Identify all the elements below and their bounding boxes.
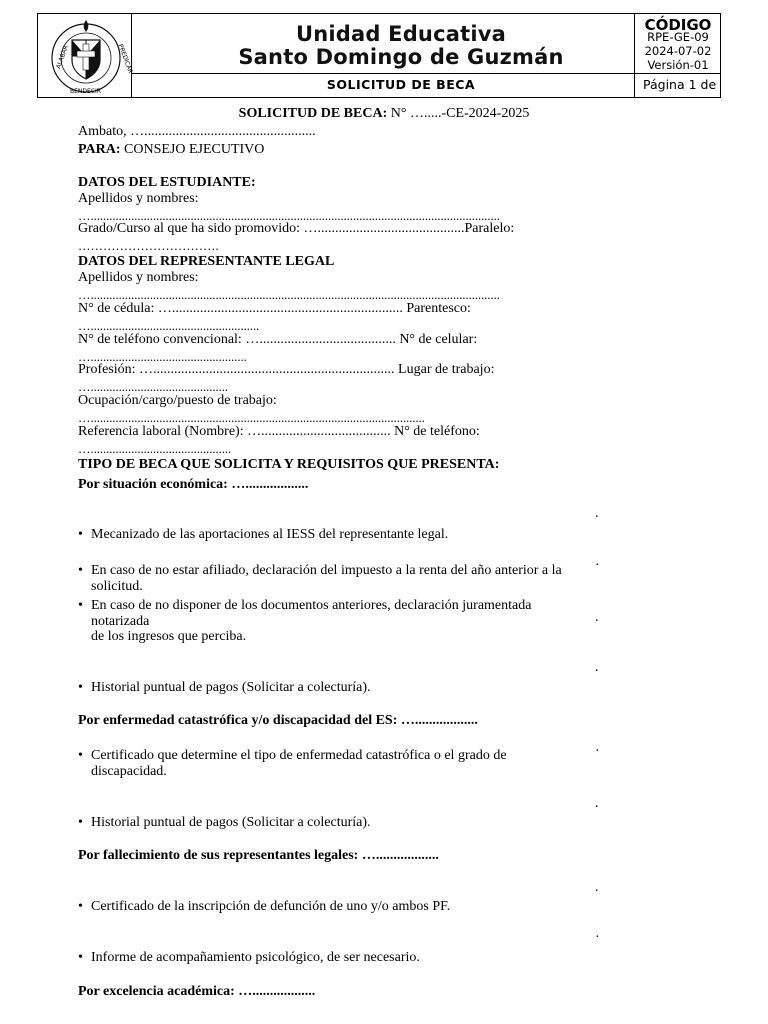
doc-date: 2024-07-02 [644, 44, 712, 58]
page-number: Página 1 de [643, 77, 717, 92]
doc-version: Versión-01 [647, 58, 709, 72]
phone-field[interactable]: ….................................................. [78, 350, 247, 364]
bullet: • [78, 563, 83, 578]
grade-line: Grado/Curso al que ha sido promovido: …..........................................Paralelo: [78, 221, 515, 236]
bullet: • [78, 815, 83, 830]
to-label: PARA: [78, 142, 121, 157]
scholarship-section-heading: TIPO DE BECA QUE SOLICITA Y REQUISITOS QUE PRESENTA: [78, 457, 500, 472]
id-line: N° de cédula: ….................................................................. Parentesco: [78, 301, 471, 316]
item-text: Historial puntual de pagos (Solicitar a colecturía). [91, 680, 371, 695]
item-text: En caso de no estar afiliado, declaración del impuesto a la renta del año anterior a la solicitud. [91, 563, 562, 594]
list-item [78, 680, 598, 696]
student-names-label: Apellidos y nombres: [78, 191, 199, 206]
request-number: N° ….....-CE-2024-2025 [387, 106, 530, 121]
right-dot: . [595, 880, 599, 895]
list-item [78, 527, 598, 543]
banner-right: PREDICAR [116, 43, 134, 75]
right-dot: . [595, 660, 599, 675]
list-item [78, 950, 598, 966]
right-dot: . [595, 506, 599, 521]
right-dot: · [595, 744, 600, 759]
grade-field[interactable]: ……………………………. [78, 239, 219, 253]
rep-names-field[interactable]: …................................................................................................................................... [78, 288, 500, 302]
category-excellence-title: Por excelencia académica: ….................. [78, 984, 316, 999]
request-line [0, 106, 768, 122]
item-text: Certificado de la inscripción de defunción de uno y/o ambos PF. [91, 899, 451, 914]
profession-line: Profesión: …..................................................................... Lugar de trabajo: [78, 362, 495, 377]
doc-title: SOLICITUD DE BECA [326, 77, 476, 92]
place-date: Ambato, …................................................. [78, 124, 316, 139]
list-item [78, 815, 598, 831]
list-item [78, 563, 598, 595]
code-label: CÓDIGO [644, 16, 712, 34]
right-dot: . [595, 610, 599, 625]
right-dot: · [595, 930, 600, 945]
bullet: • [78, 950, 83, 965]
bullet: • [78, 527, 83, 542]
occupation-label: Ocupación/cargo/puesto de trabajo: [78, 393, 277, 408]
student-names-field[interactable]: …................................................................................................................................... [78, 209, 500, 223]
right-dot: . [595, 796, 599, 811]
list-item [78, 899, 598, 915]
school-name-line2: Santo Domingo de Guzmán [238, 45, 564, 69]
student-section-heading: DATOS DEL ESTUDIANTE: [78, 175, 256, 190]
item-text-continued: de los ingresos que perciba. [91, 629, 247, 644]
reference-line: Referencia laboral (Nombre): …..................................... N° de teléfono: [78, 424, 480, 439]
to-line [78, 142, 264, 158]
school-name-line1: Unidad Educativa [296, 22, 506, 46]
list-item [78, 748, 598, 780]
bullet: • [78, 899, 83, 914]
rep-names-label: Apellidos y nombres: [78, 270, 199, 285]
bullet: • [78, 680, 83, 695]
bullet: • [78, 748, 83, 763]
rep-section-heading: DATOS DEL REPRESENTANTE LEGAL [78, 254, 335, 269]
item-text: Mecanizado de las aportaciones al IESS del representante legal. [91, 527, 449, 542]
item-text: En caso de no disponer de los documentos anteriores, declaración juramentada notarizada [91, 598, 532, 629]
item-text: Historial puntual de pagos (Solicitar a colecturía). [91, 815, 371, 830]
document-header [37, 13, 721, 98]
right-dot: · [595, 558, 600, 573]
list-item [78, 598, 598, 630]
banner-left: ALABAR [55, 44, 70, 70]
reference-field[interactable]: …............................................. [78, 442, 232, 456]
phone-line: N° de teléfono convencional: …....................................... N° de celular: [78, 332, 478, 347]
occupation-field[interactable]: …........................................................................................................... [78, 411, 425, 425]
item-text: Informe de acompañamiento psicológico, de ser necesario. [91, 950, 420, 965]
banner-bottom: BENDECIR [70, 88, 101, 95]
profession-field[interactable]: …............................................ [78, 380, 228, 394]
request-label: SOLICITUD DE BECA: [238, 106, 388, 121]
category-bereavement-title: Por fallecimiento de sus representantes legales: ….................. [78, 848, 439, 863]
category-economic-title: Por situación económica: ….................. [78, 477, 309, 492]
category-illness-title: Por enfermedad catastrófica y/o discapacidad del ES: ….................. [78, 713, 478, 728]
crest-logo [42, 16, 134, 96]
code-value: RPE-GE-09 [647, 30, 709, 44]
bullet: • [78, 598, 83, 613]
id-field[interactable]: …...................................................... [78, 319, 260, 333]
item-text: Certificado que determine el tipo de enfermedad catastrófica o el grado de discapacidad. [91, 748, 507, 779]
to-value: CONSEJO EJECUTIVO [120, 142, 265, 157]
